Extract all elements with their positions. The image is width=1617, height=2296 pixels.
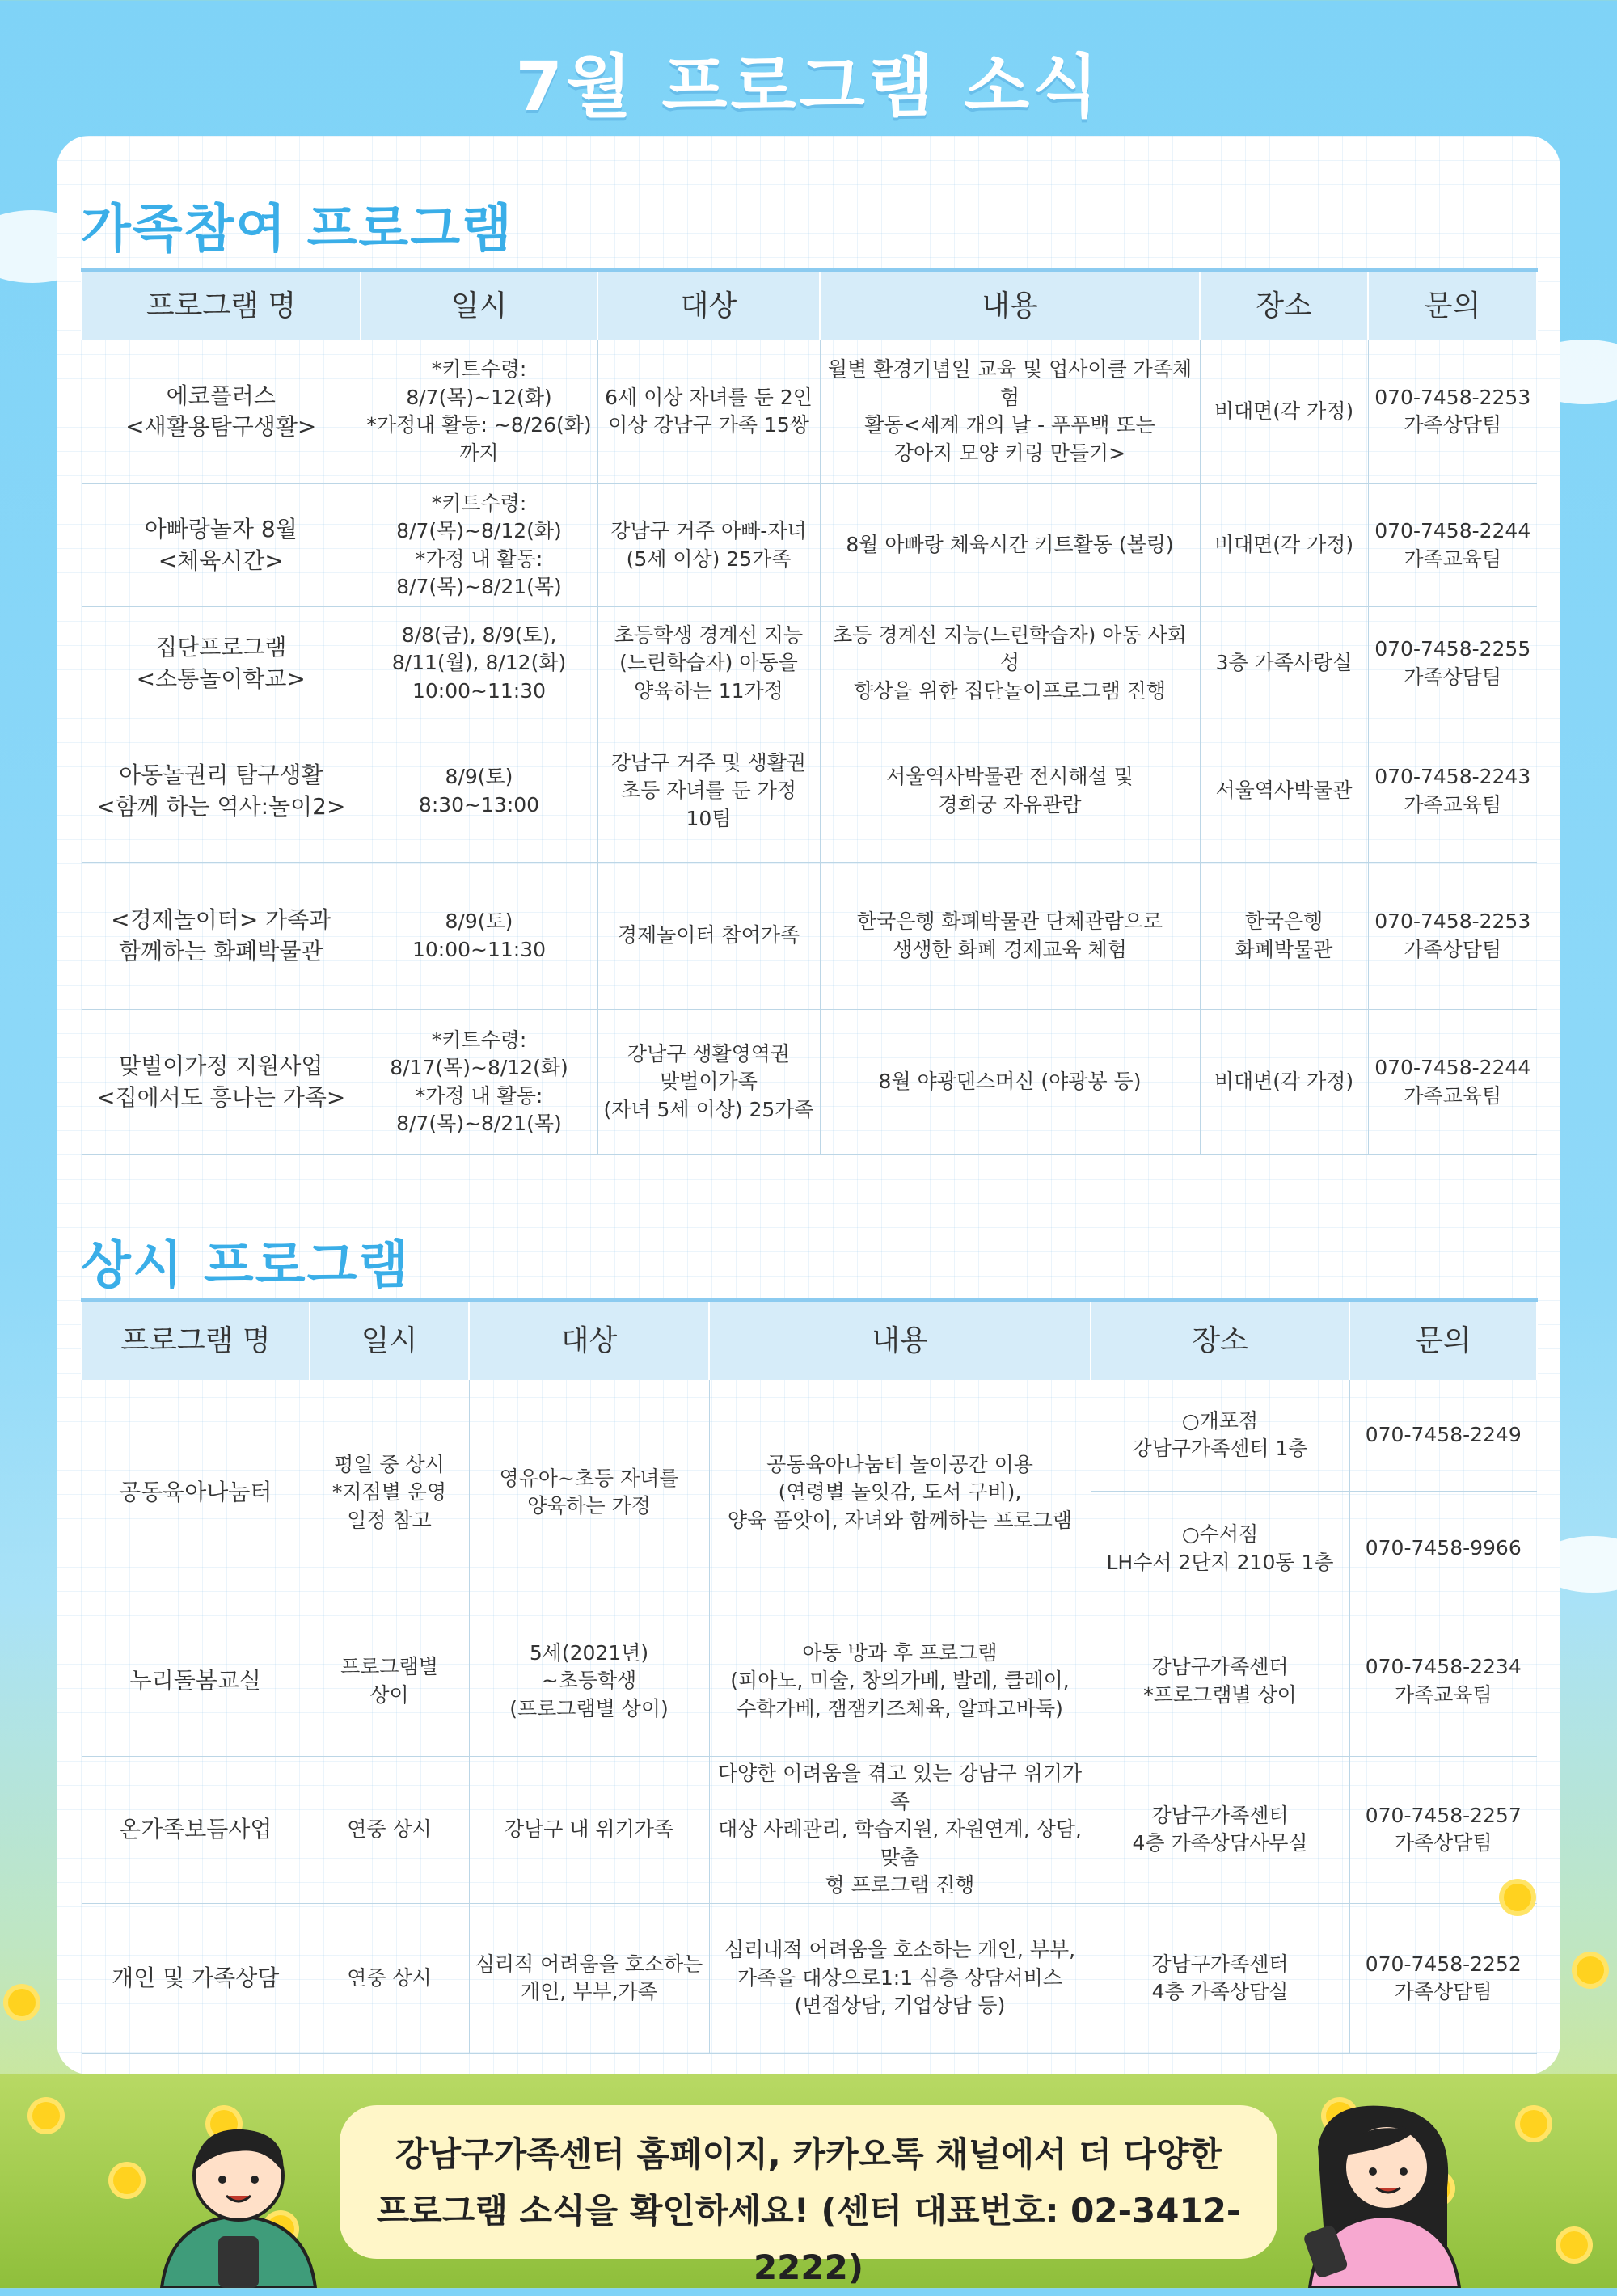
table-row bbox=[82, 340, 1537, 484]
table-row bbox=[82, 863, 1537, 1010]
program-date: *키트수령: 8/17(목)~8/12(화) *가정 내 활동: 8/7(목)~8/21(목) bbox=[361, 1010, 597, 1155]
program-date: 8/9(토) 8:30~13:00 bbox=[361, 720, 597, 863]
program-contact: 070-7458-2255 가족상담팀 bbox=[1368, 607, 1537, 720]
flower-icon bbox=[8, 1989, 36, 2016]
program-content: 서울역사박물관 전시해설 및 경희궁 자유관람 bbox=[820, 720, 1200, 863]
program-name: 공동육아나눔터 bbox=[82, 1380, 310, 1606]
program-contact: 070-7458-2257 가족상담팀 bbox=[1349, 1757, 1537, 1904]
program-target: 강남구 생활영역권 맞벌이가족 (자녀 5세 이상) 25가족 bbox=[597, 1010, 820, 1155]
program-contact: 070-7458-9966 bbox=[1349, 1492, 1537, 1606]
info-banner bbox=[340, 2105, 1277, 2287]
program-name: 집단프로그램 <소통놀이학교> bbox=[82, 607, 361, 720]
program-target: 강남구 내 위기가족 bbox=[469, 1757, 709, 1904]
program-contact: 070-7458-2244 가족교육팀 bbox=[1368, 1010, 1537, 1155]
program-target: 초등학생 경계선 지능 (느린학습자) 아동을 양육하는 11가정 bbox=[597, 607, 820, 720]
header-content: 내용 bbox=[709, 1301, 1091, 1380]
program-place: 비대면(각 가정) bbox=[1200, 1010, 1368, 1155]
banner-line-1: 강남구가족센터 홈페이지, 카카오톡 채널에서 더 다양한 bbox=[395, 2134, 1222, 2174]
program-contact: 070-7458-2234 가족교육팀 bbox=[1349, 1606, 1537, 1757]
program-name: 개인 및 가족상담 bbox=[82, 1903, 310, 2053]
program-content: 공동육아나눔터 놀이공간 이용 (연령별 놀잇감, 도서 구비), 양육 품앗이, 자녀와 함께하는 프로그램 bbox=[709, 1380, 1091, 1606]
header-program-name: 프로그램 명 bbox=[82, 1301, 310, 1380]
regular-program-table bbox=[81, 1298, 1538, 2054]
program-target: 6세 이상 자녀를 둔 2인 이상 강남구 가족 15쌍 bbox=[597, 340, 820, 484]
boy-with-phone-icon bbox=[154, 2115, 323, 2288]
program-date: *키트수령: 8/7(목)~12(화) *가정내 활동: ~8/26(화) 까지 bbox=[361, 340, 597, 484]
section-title-family: 가족참여 프로그램 bbox=[81, 200, 513, 260]
flower-icon bbox=[1560, 2231, 1588, 2259]
header-target: 대상 bbox=[469, 1301, 709, 1380]
program-name: 아빠랑놀자 8월 <체육시간> bbox=[82, 484, 361, 607]
program-place: ○개포점 강남구가족센터 1층 bbox=[1091, 1380, 1349, 1492]
table-row bbox=[82, 1380, 1537, 1492]
flower-icon bbox=[1520, 2110, 1547, 2138]
header-contact: 문의 bbox=[1368, 271, 1537, 340]
program-place: ○수서점 LH수서 2단지 210동 1층 bbox=[1091, 1492, 1349, 1606]
program-place: 3층 가족사랑실 bbox=[1200, 607, 1368, 720]
program-contact: 070-7458-2253 가족상담팀 bbox=[1368, 340, 1537, 484]
table-row bbox=[82, 1606, 1537, 1757]
program-place: 비대면(각 가정) bbox=[1200, 484, 1368, 607]
section-title-regular: 상시 프로그램 bbox=[81, 1236, 411, 1296]
program-place: 강남구가족센터 4층 가족상담사무실 bbox=[1091, 1757, 1349, 1904]
header-contact: 문의 bbox=[1349, 1301, 1537, 1380]
program-name: 에코플러스 <새활용탐구생활> bbox=[82, 340, 361, 484]
program-date: 평일 중 상시 *지점별 운영 일정 참고 bbox=[310, 1380, 469, 1606]
program-target: 심리적 어려움을 호소하는 개인, 부부,가족 bbox=[469, 1903, 709, 2053]
table-row bbox=[82, 607, 1537, 720]
program-target: 영유아~초등 자녀를 양육하는 가정 bbox=[469, 1380, 709, 1606]
girl-with-phone-icon bbox=[1294, 2099, 1471, 2288]
program-target: 강남구 거주 아빠-자녀 (5세 이상) 25가족 bbox=[597, 484, 820, 607]
program-contact: 070-7458-2252 가족상담팀 bbox=[1349, 1903, 1537, 2053]
program-content: 8월 아빠랑 체육시간 키트활동 (볼링) bbox=[820, 484, 1200, 607]
program-target: 경제놀이터 참여가족 bbox=[597, 863, 820, 1010]
program-contact: 070-7458-2249 bbox=[1349, 1380, 1537, 1492]
header-content: 내용 bbox=[820, 271, 1200, 340]
program-date: 연중 상시 bbox=[310, 1757, 469, 1904]
family-program-table bbox=[81, 268, 1538, 1155]
program-date: *키트수령: 8/7(목)~8/12(화) *가정 내 활동: 8/7(목)~8/21(목) bbox=[361, 484, 597, 607]
table-row bbox=[82, 484, 1537, 607]
program-place: 비대면(각 가정) bbox=[1200, 340, 1368, 484]
header-date: 일시 bbox=[361, 271, 597, 340]
table-row bbox=[82, 1010, 1537, 1155]
program-date: 연중 상시 bbox=[310, 1903, 469, 2053]
program-contact: 070-7458-2253 가족상담팀 bbox=[1368, 863, 1537, 1010]
table-row bbox=[82, 1757, 1537, 1904]
program-content: 다양한 어려움을 겪고 있는 강남구 위기가족 대상 사례관리, 학습지원, 자원연계, 상담,맞춤 형 프로그램 진행 bbox=[709, 1757, 1091, 1904]
table-row bbox=[82, 720, 1537, 863]
header-program-name: 프로그램 명 bbox=[82, 271, 361, 340]
program-name: 아동놀권리 탐구생활 <함께 하는 역사:놀이2> bbox=[82, 720, 361, 863]
program-place: 한국은행 화폐박물관 bbox=[1200, 863, 1368, 1010]
flower-icon bbox=[1577, 1956, 1604, 1984]
flower-icon bbox=[113, 2167, 141, 2194]
program-place: 강남구가족센터 *프로그램별 상이 bbox=[1091, 1606, 1349, 1757]
banner-line-2: 프로그램 소식을 확인하세요! (센터 대표번호: 02-3412-2222) bbox=[376, 2191, 1241, 2287]
program-content: 8월 야광댄스머신 (야광봉 등) bbox=[820, 1010, 1200, 1155]
program-place: 강남구가족센터 4층 가족상담실 bbox=[1091, 1903, 1349, 2053]
header-date: 일시 bbox=[310, 1301, 469, 1380]
header-place: 장소 bbox=[1091, 1301, 1349, 1380]
program-target: 강남구 거주 및 생활권 초등 자녀를 둔 가정 10팀 bbox=[597, 720, 820, 863]
program-contact: 070-7458-2243 가족교육팀 bbox=[1368, 720, 1537, 863]
flower-icon bbox=[32, 2102, 60, 2129]
flower-icon bbox=[1504, 1884, 1531, 1911]
program-place: 서울역사박물관 bbox=[1200, 720, 1368, 863]
program-content: 한국은행 화폐박물관 단체관람으로 생생한 화폐 경제교육 체험 bbox=[820, 863, 1200, 1010]
program-content: 월별 환경기념일 교육 및 업사이클 가족체험 활동<세계 개의 날 - 푸푸백 또는 강아지 모양 키링 만들기> bbox=[820, 340, 1200, 484]
header-place: 장소 bbox=[1200, 271, 1368, 340]
program-name: 온가족보듬사업 bbox=[82, 1757, 310, 1904]
table-row bbox=[82, 1903, 1537, 2053]
header-target: 대상 bbox=[597, 271, 820, 340]
program-target: 5세(2021년) ~초등학생 (프로그램별 상이) bbox=[469, 1606, 709, 1757]
program-content: 심리내적 어려움을 호소하는 개인, 부부, 가족을 대상으로1:1 심층 상담서비스 (면접상담, 기업상담 등) bbox=[709, 1903, 1091, 2053]
program-date: 8/9(토) 10:00~11:30 bbox=[361, 863, 597, 1010]
program-content: 아동 방과 후 프로그램 (피아노, 미술, 창의가베, 발레, 클레이, 수학가베, 잼잼키즈체육, 알파고바둑) bbox=[709, 1606, 1091, 1757]
page-title: 7월 프로그램 소식 bbox=[515, 47, 1102, 126]
program-name: <경제놀이터> 가족과 함께하는 화폐박물관 bbox=[82, 863, 361, 1010]
program-date: 8/8(금), 8/9(토), 8/11(월), 8/12(화) 10:00~11:30 bbox=[361, 607, 597, 720]
program-name: 맞벌이가정 지원사업 <집에서도 흥나는 가족> bbox=[82, 1010, 361, 1155]
program-contact: 070-7458-2244 가족교육팀 bbox=[1368, 484, 1537, 607]
program-name: 누리돌봄교실 bbox=[82, 1606, 310, 1757]
program-date: 프로그램별 상이 bbox=[310, 1606, 469, 1757]
program-content: 초등 경계선 지능(느린학습자) 아동 사회성 향상을 위한 집단놀이프로그램 진행 bbox=[820, 607, 1200, 720]
